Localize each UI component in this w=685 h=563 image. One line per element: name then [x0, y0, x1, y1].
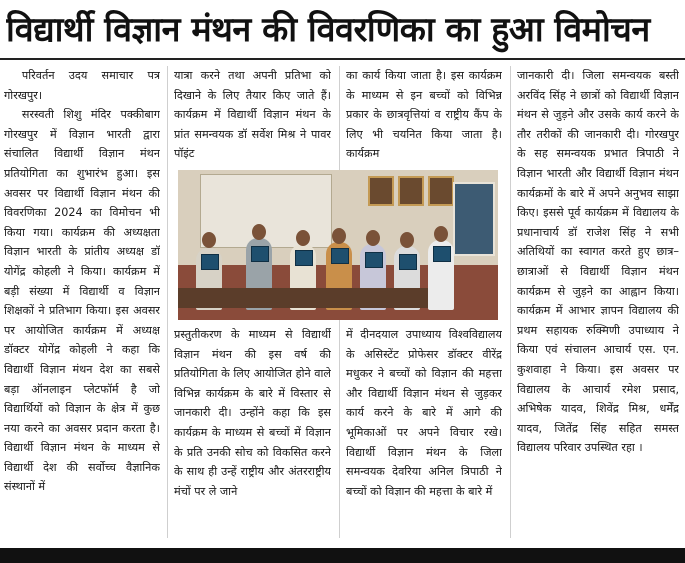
event-photo	[178, 170, 498, 320]
photo-person-head	[332, 228, 346, 244]
photo-booklet	[433, 246, 451, 262]
column-divider	[167, 66, 168, 538]
photo-banner	[200, 174, 332, 248]
photo-booklet	[295, 250, 313, 266]
article-column-1	[4, 66, 160, 538]
photo-wall-frame	[368, 176, 394, 206]
photo-booklet	[365, 252, 383, 268]
photo-person-head	[202, 232, 216, 248]
paragraph: सरस्वती शिशु मंदिर पक्कीबाग गोरखपुर में विज्ञान भारती द्वारा संचालित विद्यार्थी विज्ञान मंथन प्रतियोगिता का शुभारंभ हुआ। इस अवसर पर विद्यार्थी विज्ञान मंथन की विवरणिका 2024 का विमोचन भी किया गया। कार्यक्रम की अध्यक्षता विज्ञान भारती के प्रांतीय अध्यक्ष डॉ योगेंद्र कोहली ने किया। कार्यक्रम में बड़ी संख्या में विद्यार्थी व विज्ञान शिक्षकों ने प्रतिभाग किया। इस अवसर पर आयोजित कार्यक्रम में अध्यक्ष डॉक्टर योगेंद्र कोहली ने कहा कि विद्यार्थी विज्ञान मंथन देश का सबसे बड़ा ऑनलाइन प्लेटफॉर्म है जो विद्यार्थियों को विज्ञान के क्षेत्र में कुछ नया करने का अवसर प्रदान करता है। विद्यार्थी विज्ञान मंथन के माध्यम से विद्यार्थी देश की सर्वोच्च वैज्ञानिक संस्थानों में	[4, 108, 160, 494]
photo-window	[453, 182, 495, 256]
paragraph: का कार्य किया जाता है। इस कार्यक्रम के माध्यम से इन बच्चों को विभिन्न प्रकार के छात्रवृत्तियां व राष्ट्रीय कैंप के लिए भी चयनित किया जाता है। कार्यक्रम	[346, 69, 502, 161]
headline-rule	[0, 58, 685, 60]
article-column-4	[517, 66, 679, 538]
article-column-3-top	[346, 66, 502, 164]
article-headline: विद्यार्थी विज्ञान मंथन की विवरणिका का हुआ विमोचन	[6, 10, 650, 50]
photo-wall-frame	[428, 176, 454, 206]
photo-person-head	[366, 230, 380, 246]
photo-booklet	[251, 246, 269, 262]
photo-booklet	[201, 254, 219, 270]
paragraph: जानकारी दी। जिला समन्वयक बस्ती अरविंद सिंह ने छात्रों को विद्यार्थी विज्ञान मंथन से जुड़ने और उसके कार्य करने के तौर तरीकों की जानकारी दी। गोरखपुर के सह समन्वयक प्रभात त्रिपाठी ने विज्ञान भारती और विद्यार्थी विज्ञान मंथन कार्यक्रमों के बारे में अपने अनुभव साझा किए। इससे पूर्व कार्यक्रम में विद्यालय के प्रधानाचार्य डॉ राजेश सिंह ने सभी अतिथियों का स्वागत करते हुए छात्र–छात्राओं से विद्यार्थी विज्ञान मंथन कार्यक्रम से जुड़ने का आह्वान किया। कार्यक्रम में आभार ज्ञापन विद्यालय की प्रथम सहायक रुक्मिणी उपाध्याय ने किया एवं संचालन आचार्य एस. एन. कुशवाहा ने किया। इस अवसर पर विद्यालय के आचार्य रमेश प्रसाद, अभिषेक यादव, शिवेंद्र मिश्र, धर्मेंद्र यादव, जितेंद्र सिंह सहित समस्त विद्यालय परिवार उपस्थित रहा ।	[517, 69, 679, 455]
photo-wall-frame	[398, 176, 424, 206]
paragraph: में दीनदयाल उपाध्याय विश्वविद्यालय के असिस्टेंट प्रोफेसर डॉक्टर वीरेंद्र मधुकर ने बच्चों को विज्ञान की महत्ता और विद्यार्थी विज्ञान मंथन से जुड़कर कार्य करने के बारे में आगे की भूमिकाओं पर अपने विचार रखे। विद्यार्थी विज्ञान मंथन के जिला समन्वयक देवरिया अनिल त्रिपाठी ने बच्चों को विज्ञान की महत्ता के बारे में	[346, 328, 502, 498]
article-column-3-bottom	[346, 325, 502, 538]
photo-table	[178, 288, 428, 308]
article-column-2-bottom	[174, 325, 331, 538]
photo-person-head	[296, 230, 310, 246]
column-divider	[510, 66, 511, 538]
dateline: परिवर्तन उदय समाचार पत्र गोरखपुर।	[4, 69, 160, 102]
paragraph: प्रस्तुतीकरण के माध्यम से विद्यार्थी विज्ञान मंथन की इस वर्ष की प्रतियोगिता के लिए आयोजित होने वाले विभिन्न कार्यक्रम के बारे में विस्तार से जानकारी दी। उन्होंने कहा कि इस कार्यक्रम के माध्यम से बच्चों में विज्ञान के प्रति उनकी सोच को विकसित करने के साथ ही उन्हें राष्ट्रीय और अंतरराष्ट्रीय मंचों पर ले जाने	[174, 328, 331, 498]
photo-booklet	[399, 254, 417, 270]
article-column-2-top	[174, 66, 331, 164]
photo-person-head	[252, 224, 266, 240]
photo-person-head	[400, 232, 414, 248]
photo-person-head	[434, 226, 448, 242]
photo-booklet	[331, 248, 349, 264]
paragraph: यात्रा करने तथा अपनी प्रतिभा को दिखाने के लिए तैयार किए जाते हैं। कार्यक्रम में विद्यार्थी विज्ञान मंथन के प्रांत समन्वयक डॉ सर्वेश मिश्र ने पावर पॉइंट	[174, 69, 331, 161]
next-headline-cropped	[0, 548, 685, 563]
